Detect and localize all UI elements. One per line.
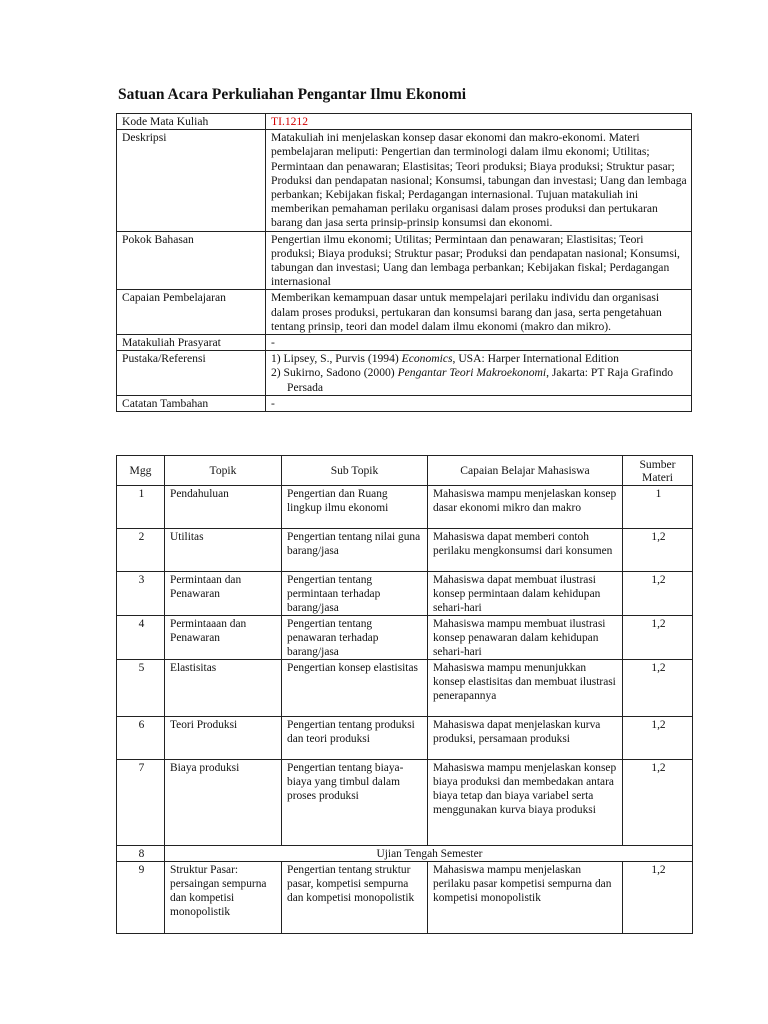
schedule-header-cell: Sub Topik [282,456,428,486]
week-cell: 8 [117,846,165,862]
subtopic-cell: Pengertian tentang biaya-biaya yang timbul dalam proses produksi [282,760,428,846]
pustaka-label: Pustaka/Referensi [117,351,266,396]
catatan-value: - [266,395,692,411]
source-cell: 1,2 [623,616,693,660]
outcome-cell: Mahasiswa mampu menjelaskan perilaku pasar kompetisi sempurna dan kompetisi monopolistik [428,862,623,934]
info-row-capaian [117,290,692,335]
document-title: Satuan Acara Perkuliahan Pengantar Ilmu Ekonomi [118,86,467,103]
kode-label: Kode Mata Kuliah [117,114,266,130]
midterm-row [117,846,693,862]
outcome-cell: Mahasiswa mampu membuat ilustrasi konsep penawaran dalam kehidupan sehari-hari [428,616,623,660]
outcome-cell: Mahasiswa mampu menjelaskan konsep dasar ekonomi mikro dan makro [428,486,623,529]
source-cell: 1,2 [623,760,693,846]
ref1-title: Economics [401,352,453,366]
outcome-cell: Mahasiswa dapat memberi contoh perilaku mengkonsumsi dari konsumen [428,529,623,572]
catatan-label: Catatan Tambahan [117,395,266,411]
schedule-row [117,616,693,660]
topic-cell: Permintaan dan Penawaran [165,572,282,616]
reference-1 [271,352,688,366]
info-row-pustaka [117,351,692,396]
subtopic-cell: Pengertian dan Ruang lingkup ilmu ekonomi [282,486,428,529]
pustaka-value [266,351,692,396]
schedule-row [117,572,693,616]
topic-cell: Biaya produksi [165,760,282,846]
topic-cell: Utilitas [165,529,282,572]
week-cell: 7 [117,760,165,846]
subtopic-cell: Pengertian tentang penawaran terhadap barang/jasa [282,616,428,660]
schedule-header-cell: Capaian Belajar Mahasiswa [428,456,623,486]
schedule-body [117,486,693,934]
prasyarat-value: - [266,335,692,351]
subtopic-cell: Pengertian konsep elastisitas [282,660,428,717]
info-row-pokok [117,231,692,290]
week-cell: 6 [117,717,165,760]
week-cell: 9 [117,862,165,934]
subtopic-cell: Pengertian tentang produksi dan teori produksi [282,717,428,760]
subtopic-cell: Pengertian tentang struktur pasar, kompetisi sempurna dan kompetisi monopolistik [282,862,428,934]
weekly-schedule-table [116,455,693,934]
week-cell: 5 [117,660,165,717]
schedule-header-cell: Sumber Materi [623,456,693,486]
deskripsi-value: Matakuliah ini menjelaskan konsep dasar ekonomi dan makro-ekonomi. Materi pembelajaran meliputi: Pengertian dan terminologi dalam ilmu ekonomi; Utilitas; Permintaan dan penawaran; Elastisitas; Teori produksi; Biaya produksi; Struktur pasar; Produksi dan pendapatan nasional; Konsumsi, tabungan dan investasi; Uang dan lembaga perbankan; Kebijakan fiskal; Perdagangan internasional. Tujuan matakuliah ini memberikan pemahaman perilaku organisasi dalam proses produksi dan pertukaran barang dan jasa serta prinsip-prinsip konsumsi dan ekonomi. [266,130,692,231]
ref2-title: Pengantar Teori Makroekonomi [397,366,547,380]
source-cell: 1,2 [623,572,693,616]
week-cell: 3 [117,572,165,616]
prasyarat-label: Matakuliah Prasyarat [117,335,266,351]
info-row-deskripsi [117,130,692,231]
source-cell: 1 [623,486,693,529]
kode-value: TI.1212 [266,114,692,130]
topic-cell: Elastisitas [165,660,282,717]
week-cell: 1 [117,486,165,529]
schedule-row [117,529,693,572]
schedule-header-row [117,456,693,486]
info-row-kode [117,114,692,130]
capaian-value: Memberikan kemampuan dasar untuk mempelajari perilaku individu dan organisasi dalam proses produksi, pertukaran dan konsumsi barang dan jasa, serta pengetahuan tentang prinsip, teori dan model dalam ilmu ekonomi (makro dan mikro). [266,290,692,335]
topic-cell: Permintaaan dan Penawaran [165,616,282,660]
topic-cell: Struktur Pasar: persaingan sempurna dan kompetisi monopolistik [165,862,282,934]
ref2-author: 2) Sukirno, Sadono (2000) [271,366,398,380]
schedule-row [117,717,693,760]
source-cell: 1,2 [623,529,693,572]
topic-cell: Pendahuluan [165,486,282,529]
source-cell: 1,2 [623,862,693,934]
schedule-header-cell: Topik [165,456,282,486]
outcome-cell: Mahasiswa dapat membuat ilustrasi konsep permintaan dalam kehidupan sehari-hari [428,572,623,616]
schedule-row [117,760,693,846]
week-cell: 4 [117,616,165,660]
pokok-bahasan-value: Pengertian ilmu ekonomi; Utilitas; Permintaan dan penawaran; Elastisitas; Teori produksi; Biaya produksi; Struktur pasar; Produksi dan pendapatan nasional; Konsumsi, tabungan dan investasi; Uang dan lembaga perbankan; Kebijakan fiskal; Perdagangan internasional [266,231,692,290]
subtopic-cell: Pengertian tentang nilai guna barang/jasa [282,529,428,572]
schedule-row [117,862,693,934]
info-row-catatan [117,395,692,411]
ref2-publisher: , Jakarta: PT Raja Grafindo Persada [287,366,674,394]
deskripsi-label: Deskripsi [117,130,266,231]
ref1-publisher: , USA: Harper International Edition [452,352,619,366]
schedule-row [117,486,693,529]
subtopic-cell: Pengertian tentang permintaan terhadap barang/jasa [282,572,428,616]
source-cell: 1,2 [623,717,693,760]
course-info-table [116,113,692,412]
midterm-label: Ujian Tengah Semester [165,846,693,862]
schedule-row [117,660,693,717]
info-row-prasyarat [117,335,692,351]
outcome-cell: Mahasiswa mampu menunjukkan konsep elastisitas dan membuat ilustrasi penerapannya [428,660,623,717]
ref1-author: 1) Lipsey, S., Purvis (1994) [271,352,402,366]
outcome-cell: Mahasiswa mampu menjelaskan konsep biaya produksi dan membedakan antara biaya tetap dan biaya variabel serta menggunakan kurva biaya produksi [428,760,623,846]
outcome-cell: Mahasiswa dapat menjelaskan kurva produksi, persamaan produksi [428,717,623,760]
week-cell: 2 [117,529,165,572]
schedule-header-cell: Mgg [117,456,165,486]
source-cell: 1,2 [623,660,693,717]
pokok-bahasan-label: Pokok Bahasan [117,231,266,290]
topic-cell: Teori Produksi [165,717,282,760]
reference-2 [271,366,688,394]
capaian-label: Capaian Pembelajaran [117,290,266,335]
